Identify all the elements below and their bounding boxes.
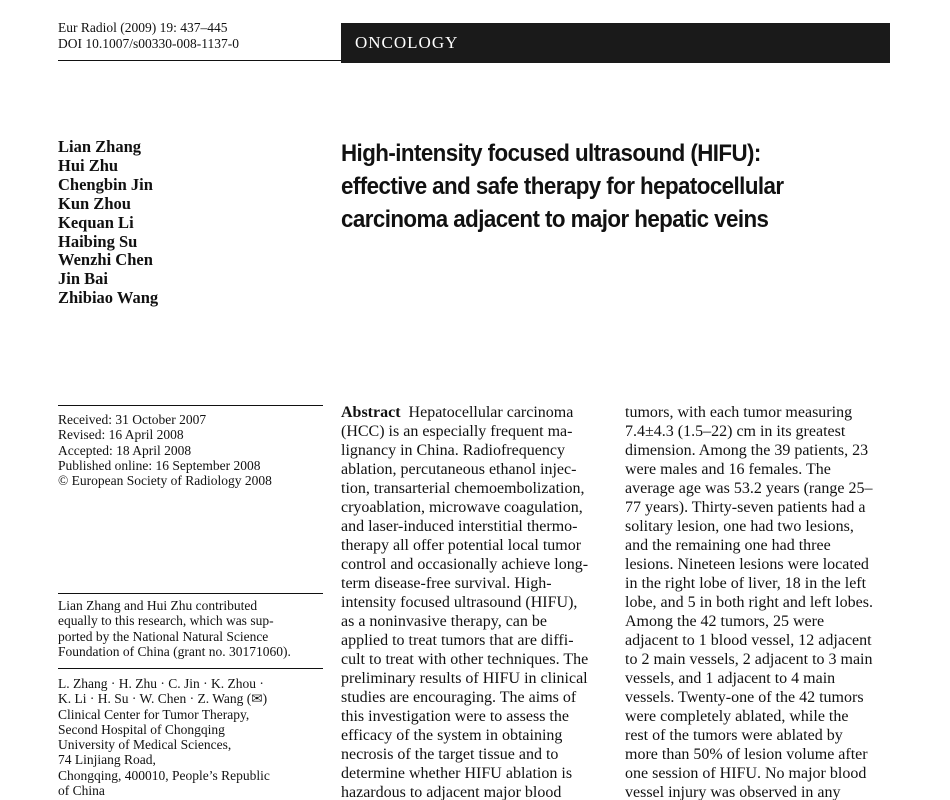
note-line: ported by the National Natural Science bbox=[58, 628, 269, 644]
date-line: Received: 31 October 2007 bbox=[58, 412, 207, 427]
abstract-line: solitary lesion, one had two lesions, bbox=[625, 518, 854, 535]
author-list bbox=[58, 138, 158, 308]
affiliation-line: Chongqing, 400010, People’s Republic bbox=[58, 767, 270, 783]
note-rule bbox=[58, 593, 323, 594]
title-line: carcinoma adjacent to major hepatic veins bbox=[341, 206, 769, 233]
abstract-line: studies are encouraging. The aims of bbox=[341, 689, 577, 706]
author-name: Kun Zhou bbox=[58, 193, 131, 213]
note-line: Foundation of China (grant no. 30171060). bbox=[58, 643, 291, 659]
affiliation-line: Second Hospital of Chongqing bbox=[58, 721, 225, 737]
abstract-line: preliminary results of HIFU in clinical bbox=[341, 670, 588, 687]
publication-dates bbox=[58, 412, 333, 488]
abstract-line: (HCC) is an especially frequent ma- bbox=[341, 423, 573, 440]
date-line: Revised: 16 April 2008 bbox=[58, 427, 184, 443]
abstract-line: tion, transarterial chemoembolization, bbox=[341, 480, 585, 497]
abstract-column-1 bbox=[341, 403, 588, 800]
abstract-line: term disease-free survival. High- bbox=[341, 575, 552, 592]
abstract-line: determine whether HIFU ablation is bbox=[341, 765, 573, 782]
affiliation-line: K. Li · H. Su · W. Chen · Z. Wang (✉) bbox=[58, 691, 268, 707]
copyright-line: © European Society of Radiology 2008 bbox=[58, 473, 272, 489]
abstract-column-2 bbox=[625, 403, 873, 800]
abstract-line: necrosis of the target tissue and to bbox=[341, 746, 559, 763]
abstract-line: Hepatocellular carcinoma bbox=[408, 404, 574, 421]
abstract-line: this investigation were to assess the bbox=[341, 708, 569, 725]
note-line: Lian Zhang and Hui Zhu contributed bbox=[58, 598, 258, 613]
contribution-note bbox=[58, 598, 333, 659]
abstract-line: rest of the tumors were ablated by bbox=[625, 727, 843, 744]
abstract-heading: Abstract bbox=[341, 404, 401, 421]
affiliation-rule bbox=[58, 668, 323, 669]
abstract-line: to 2 main vessels, 2 adjacent to 3 main bbox=[625, 651, 873, 668]
dates-rule bbox=[58, 405, 323, 406]
author-name: Hui Zhu bbox=[58, 155, 119, 175]
abstract-line: were completely ablated, while the bbox=[625, 708, 849, 725]
abstract-line: one session of HIFU. No major blood bbox=[625, 765, 867, 782]
abstract-line: and laser-induced interstitial thermo- bbox=[341, 518, 578, 535]
author-name: Jin Bai bbox=[58, 269, 108, 289]
abstract-line: therapy all offer potential local tumor bbox=[341, 537, 582, 554]
affiliation-line: Clinical Center for Tumor Therapy, bbox=[58, 706, 250, 722]
abstract-line: and the remaining one had three bbox=[625, 537, 831, 554]
abstract-line: average age was 53.2 years (range 25– bbox=[625, 480, 873, 497]
affiliation-line: L. Zhang · H. Zhu · C. Jin · K. Zhou · bbox=[58, 676, 264, 691]
abstract-line: ablation, percutaneous ethanol injec- bbox=[341, 461, 577, 478]
abstract-line: in the right lobe of liver, 18 in the left bbox=[625, 575, 867, 592]
abstract-line: Among the 42 tumors, 25 were bbox=[625, 613, 825, 630]
author-name: Zhibiao Wang bbox=[58, 288, 159, 308]
journal-citation: Eur Radiol (2009) 19: 437–445 bbox=[58, 20, 228, 35]
abstract-line: 77 years). Thirty-seven patients had a bbox=[625, 499, 866, 516]
abstract-line: control and occasionally achieve long- bbox=[341, 556, 589, 573]
abstract-line: dimension. Among the 39 patients, 23 bbox=[625, 442, 869, 459]
abstract-line: vessel injury was observed in any bbox=[625, 784, 841, 800]
date-line: Accepted: 18 April 2008 bbox=[58, 442, 192, 458]
abstract-line: lesions. Nineteen lesions were located bbox=[625, 556, 869, 573]
affiliation bbox=[58, 676, 333, 798]
author-name: Wenzhi Chen bbox=[58, 250, 153, 270]
author-name: Chengbin Jin bbox=[58, 174, 153, 194]
journal-reference bbox=[58, 20, 239, 52]
abstract-line: efficacy of the system in obtaining bbox=[341, 727, 563, 744]
abstract-line: vessels, and 1 adjacent to 4 main bbox=[625, 670, 836, 687]
affiliation-line: of China bbox=[58, 783, 105, 799]
abstract-line: more than 50% of lesion volume after bbox=[625, 746, 868, 763]
abstract-line: cult to treat with other techniques. The bbox=[341, 651, 589, 668]
title-line: High-intensity focused ultrasound (HIFU): bbox=[341, 140, 761, 167]
abstract-line: adjacent to 1 blood vessel, 12 adjacent bbox=[625, 632, 872, 649]
abstract-line: as a noninvasive therapy, can be bbox=[341, 613, 547, 630]
affiliation-line: University of Medical Sciences, bbox=[58, 737, 232, 753]
abstract-line: applied to treat tumors that are diffi- bbox=[341, 632, 574, 649]
abstract-line: vessels. Twenty-one of the 42 tumors bbox=[625, 689, 864, 706]
affiliation-line: 74 Linjiang Road, bbox=[58, 752, 156, 768]
doi: DOI 10.1007/s00330-008-1137-0 bbox=[58, 36, 239, 51]
abstract-line: hazardous to adjacent major blood bbox=[341, 784, 562, 800]
title-line: effective and safe therapy for hepatocellular bbox=[341, 173, 784, 200]
abstract-line: lignancy in China. Radiofrequency bbox=[341, 442, 565, 459]
author-name: Kequan Li bbox=[58, 212, 134, 232]
abstract-first-line bbox=[341, 403, 588, 422]
abstract-line: lobe, and 5 in both right and left lobes. bbox=[625, 594, 873, 611]
abstract-line: intensity focused ultrasound (HIFU), bbox=[341, 594, 578, 611]
author-name: Haibing Su bbox=[58, 231, 138, 251]
paper-title bbox=[341, 137, 862, 236]
header-rule bbox=[58, 60, 341, 61]
date-line: Published online: 16 September 2008 bbox=[58, 457, 261, 473]
abstract-line: cryoablation, microwave coagulation, bbox=[341, 499, 583, 516]
note-line: equally to this research, which was sup- bbox=[58, 613, 274, 629]
author-name: Lian Zhang bbox=[58, 137, 141, 156]
abstract-line: tumors, with each tumor measuring bbox=[625, 404, 853, 421]
section-banner: ONCOLOGY bbox=[341, 23, 890, 63]
abstract-line: were males and 16 females. The bbox=[625, 461, 831, 478]
abstract-line: 7.4±4.3 (1.5–22) cm in its greatest bbox=[625, 423, 846, 440]
